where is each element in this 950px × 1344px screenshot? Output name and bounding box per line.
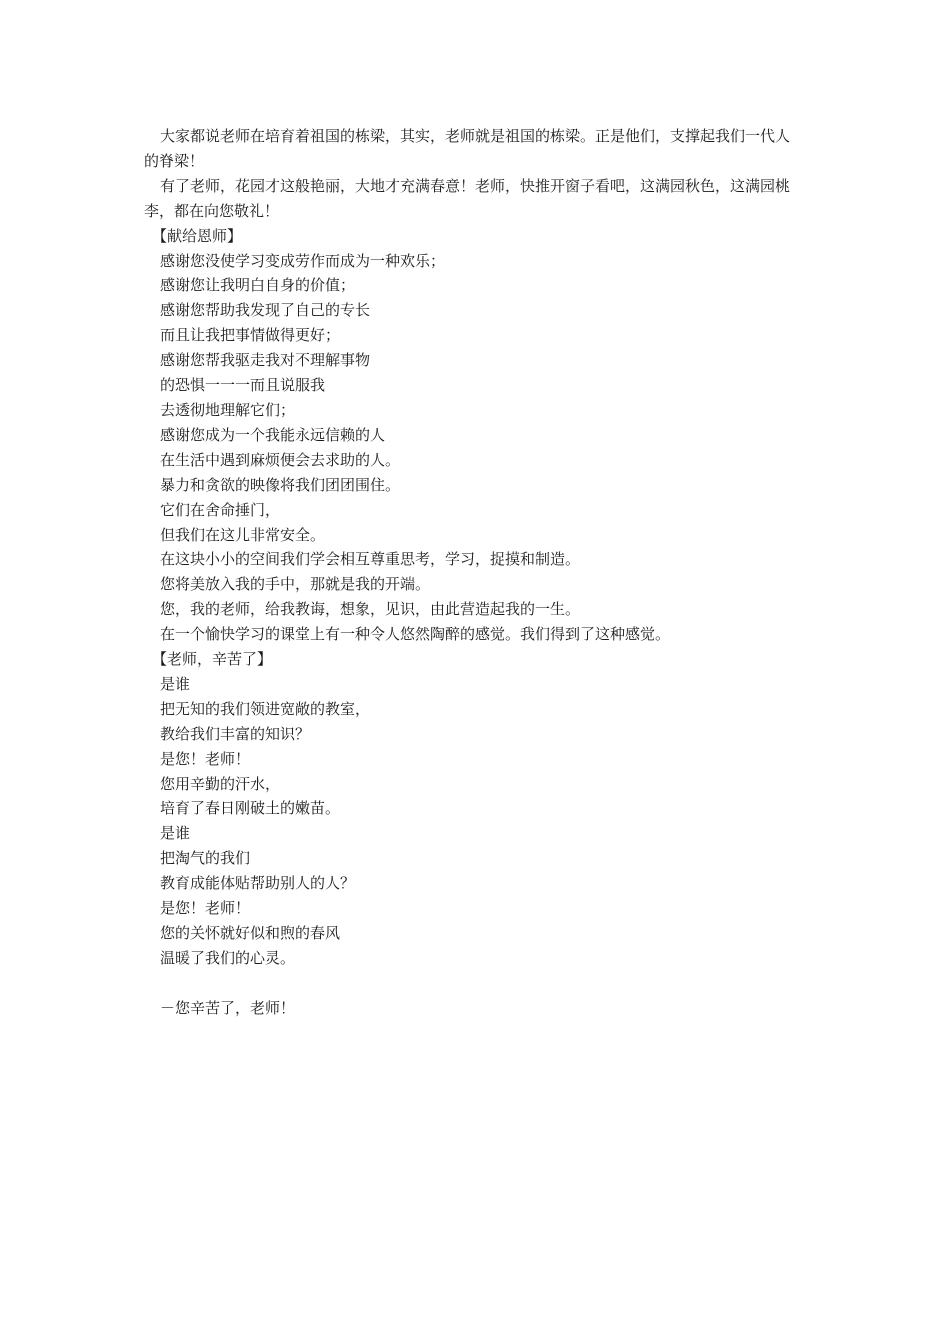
poem-line: 感谢您没使学习变成劳作而成为一种欢乐； bbox=[160, 251, 446, 270]
intro-paragraph-2: 有了老师，花园才这般艳丽，大地才充满春意！老师，快推开窗子看吧，这满园秋色，这满园桃李，都在向您敬礼！ bbox=[144, 176, 791, 220]
poem-line: 把淘气的我们 bbox=[160, 849, 251, 868]
poem-line: 它们在舍命捶门， bbox=[160, 500, 281, 519]
poem-line: 培育了春日刚破土的嫩苗。 bbox=[160, 799, 341, 818]
poem-line: 温暖了我们的心灵。 bbox=[160, 948, 296, 967]
poem-line: 感谢您帮助我发现了自己的专长 bbox=[160, 301, 371, 320]
poem-line: 是谁 bbox=[160, 674, 191, 693]
blank-line bbox=[144, 971, 804, 996]
poem-line: 暴力和贪欲的映像将我们团团围住。 bbox=[160, 475, 401, 494]
poem-line: 但我们在这儿非常安全。 bbox=[160, 525, 326, 544]
poem-line: 是谁 bbox=[160, 824, 191, 843]
poem-line: 是您！老师！ bbox=[160, 749, 251, 768]
poem-line: 感谢您成为一个我能永远信赖的人 bbox=[160, 425, 386, 444]
poem-line: 您用辛勤的汗水， bbox=[160, 774, 281, 793]
poem-line: 把无知的我们领进宽敞的教室， bbox=[160, 699, 371, 718]
poem-line: 是您！老师！ bbox=[160, 899, 251, 918]
document-body bbox=[144, 124, 804, 1021]
poem-line: 感谢您让我明白自身的价值； bbox=[160, 276, 356, 295]
section-heading-thanks: 【老师，辛苦了】 bbox=[152, 650, 273, 669]
poem-line: 的恐惧一一一而且说服我 bbox=[160, 376, 326, 395]
intro-paragraph-1: 大家都说老师在培育着祖国的栋梁，其实，老师就是祖国的栋梁。正是他们，支撑起我们一代人的脊梁！ bbox=[144, 127, 791, 170]
section-heading-gratitude: 【献给恩师】 bbox=[152, 226, 243, 245]
poem-line: 您，我的老师，给我教诲，想象，见识，由此营造起我的一生。 bbox=[160, 600, 581, 619]
poem-line: 感谢您帮我驱走我对不理解事物 bbox=[160, 351, 371, 370]
poem-line: 教给我们丰富的知识？ bbox=[160, 724, 311, 743]
poem-line: 在一个愉快学习的课堂上有一种令人悠然陶醉的感觉。我们得到了这种感觉。 bbox=[160, 625, 671, 644]
poem-line: 而且让我把事情做得更好； bbox=[160, 326, 341, 345]
poem-line: 去透彻地理解它们； bbox=[160, 400, 296, 419]
poem-line: 您的关怀就好似和煦的春风 bbox=[160, 924, 341, 942]
poem-line: 教育成能体贴帮助别人的人？ bbox=[160, 874, 356, 893]
poem-line: 在生活中遇到麻烦便会去求助的人。 bbox=[160, 450, 401, 469]
closing-line: －您辛苦了，老师！ bbox=[160, 998, 296, 1017]
poem-line: 您将美放入我的手中，那就是我的开端。 bbox=[160, 575, 431, 594]
poem-line: 在这块小小的空间我们学会相互尊重思考，学习，捉摸和制造。 bbox=[160, 550, 581, 569]
